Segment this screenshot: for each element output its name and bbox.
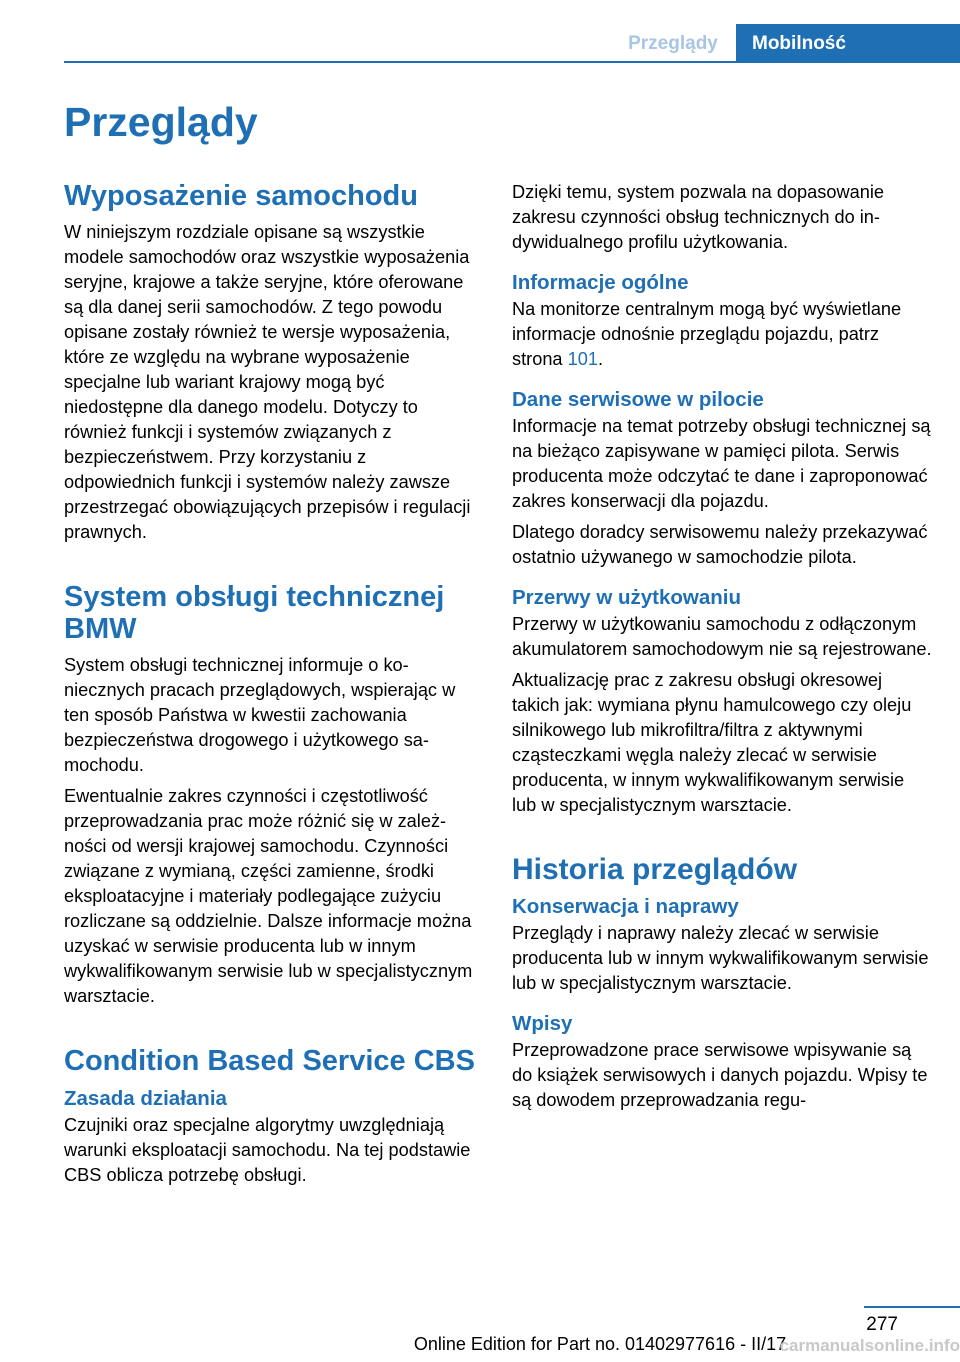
page-number: 277: [866, 1314, 898, 1335]
footer-rule: [864, 1306, 960, 1308]
section-heading-history: Historia przeglądów: [512, 853, 798, 886]
intro-paragraph: Dzięki temu, system pozwala na dopasowanie zakresu czynności obsług technicznych do indywidualnego profilu użytkowania.: [512, 182, 885, 252]
subheading-general-info: Informacje ogólne: [512, 271, 689, 294]
service-data-paragraph-1: Informacje na temat potrzeby obsługi technicznej są na bieżąco zapisywane w pamięci pilota. Serwis producenta może odczytać te dane i zaproponować zakres konserwacji dla pojazdu.: [512, 416, 931, 511]
general-info-paragraph: Na monitorze centralnym mogą być wyświetlane informacje odnośnie przeglądu pojazdu, patrz strona 101.: [512, 299, 902, 369]
subheading-interruptions: Przerwy w użytkowaniu: [512, 586, 741, 609]
subheading-entries: Wpisy: [512, 1012, 573, 1035]
interruptions-paragraph-1: Przerwy w użytkowaniu samochodu z odłączonym akumulatorem samochodowym nie są rejestrowane.: [512, 614, 932, 659]
principle-paragraph: Czujniki oraz specjalne algorytmy uwzględniają warunki eksploatacji samochodu. Na tej podstawie CBS oblicza potrzebę obsługi.: [64, 1115, 471, 1185]
subheading-principle: Zasada działania: [64, 1087, 227, 1110]
section-heading-cbs: Condition Based Service CBS: [64, 1045, 475, 1077]
header-tab-active[interactable]: Mobilność: [736, 24, 960, 63]
service-system-paragraph-1: System obsługi technicznej informuje o koniecznych pracach przeglądowych, wspierając w ten sposób Państwa w kwestii zachowania bezpieczeństwa drogowego i użytkowego samochodu.: [64, 655, 456, 775]
right-column: [512, 180, 932, 1119]
page-reference-link[interactable]: 101: [567, 349, 598, 369]
subheading-service-data: Dane serwisowe w pilocie: [512, 388, 764, 411]
subheading-maintenance: Konserwacja i naprawy: [512, 895, 739, 918]
page-title: Przeglądy: [64, 99, 258, 145]
equipment-paragraph: W niniejszym rozdziale opisane są wszystkie modele samochodów oraz wszystkie wyposażenia seryjne, krajowe a także seryjne, które oferowane są dla danej serii samochodów. Z tego powodu opisane zostały również te wersje wyposażenia, które ze względu na wybrane wyposażenie specjalne lub wariant krajowy mogą być niedostępne dla danego modelu. Dotyczy to również funkcji i systemów związanych z bezpieczeństwem. Przy korzystaniu z odpowiednich funkcji i systemów należy zawsze przestrzegać obowiązujących przepisów i regulacji prawnych.: [64, 222, 471, 542]
left-column: [64, 180, 482, 1194]
section-heading-service-system: System obsługi technicznej BMW: [64, 581, 445, 645]
service-data-paragraph-2: Dlatego doradcy serwisowemu należy przekazywać ostatnio używanego w samochodzie pilota.: [512, 522, 928, 567]
footer-edition: Online Edition for Part no. 01402977616 - II/17: [413, 1334, 787, 1354]
interruptions-paragraph-2: Aktualizację prac z zakresu obsługi okresowej takich jak: wymiana płynu hamulcowego czy oleju silnikowego lub mikrofiltra/filtra z aktywnymi cząsteczkami węgla należy zlecać w serwisie producenta, w innym wykwalifikowanym serwisie lub w specjalistycznym warsztacie.: [512, 670, 912, 815]
service-system-paragraph-2: Ewentualnie zakres czynności i częstotliwość przeprowadzania prac może różnić się w zależności od wersji krajowej samochodu. Czynności związane z wymianą, części zamienne, środki eksploatacyjne i materiały podlegające zużyciu rozliczane są oddzielnie. Dalsze informacje można uzyskać w serwisie producenta lub w innym wykwalifikowanym serwisie lub w specjalistycznym warsztacie.: [64, 786, 473, 1006]
entries-paragraph: Przeprowadzone prace serwisowe wpisywanie są do książek serwisowych i danych pojazdu. Wpisy te są dowodem przeprowadzania regu-: [512, 1040, 928, 1110]
header-tab-previous[interactable]: Przeglądy: [628, 33, 718, 54]
watermark: carmanualsonline.info: [779, 1336, 960, 1355]
section-heading-equipment: Wyposażenie samochodu: [64, 180, 418, 212]
maintenance-paragraph: Przeglądy i naprawy należy zlecać w serwisie producenta lub w innym wykwalifikowanym serwisie lub w specjalistycznym warsztacie.: [512, 923, 929, 993]
